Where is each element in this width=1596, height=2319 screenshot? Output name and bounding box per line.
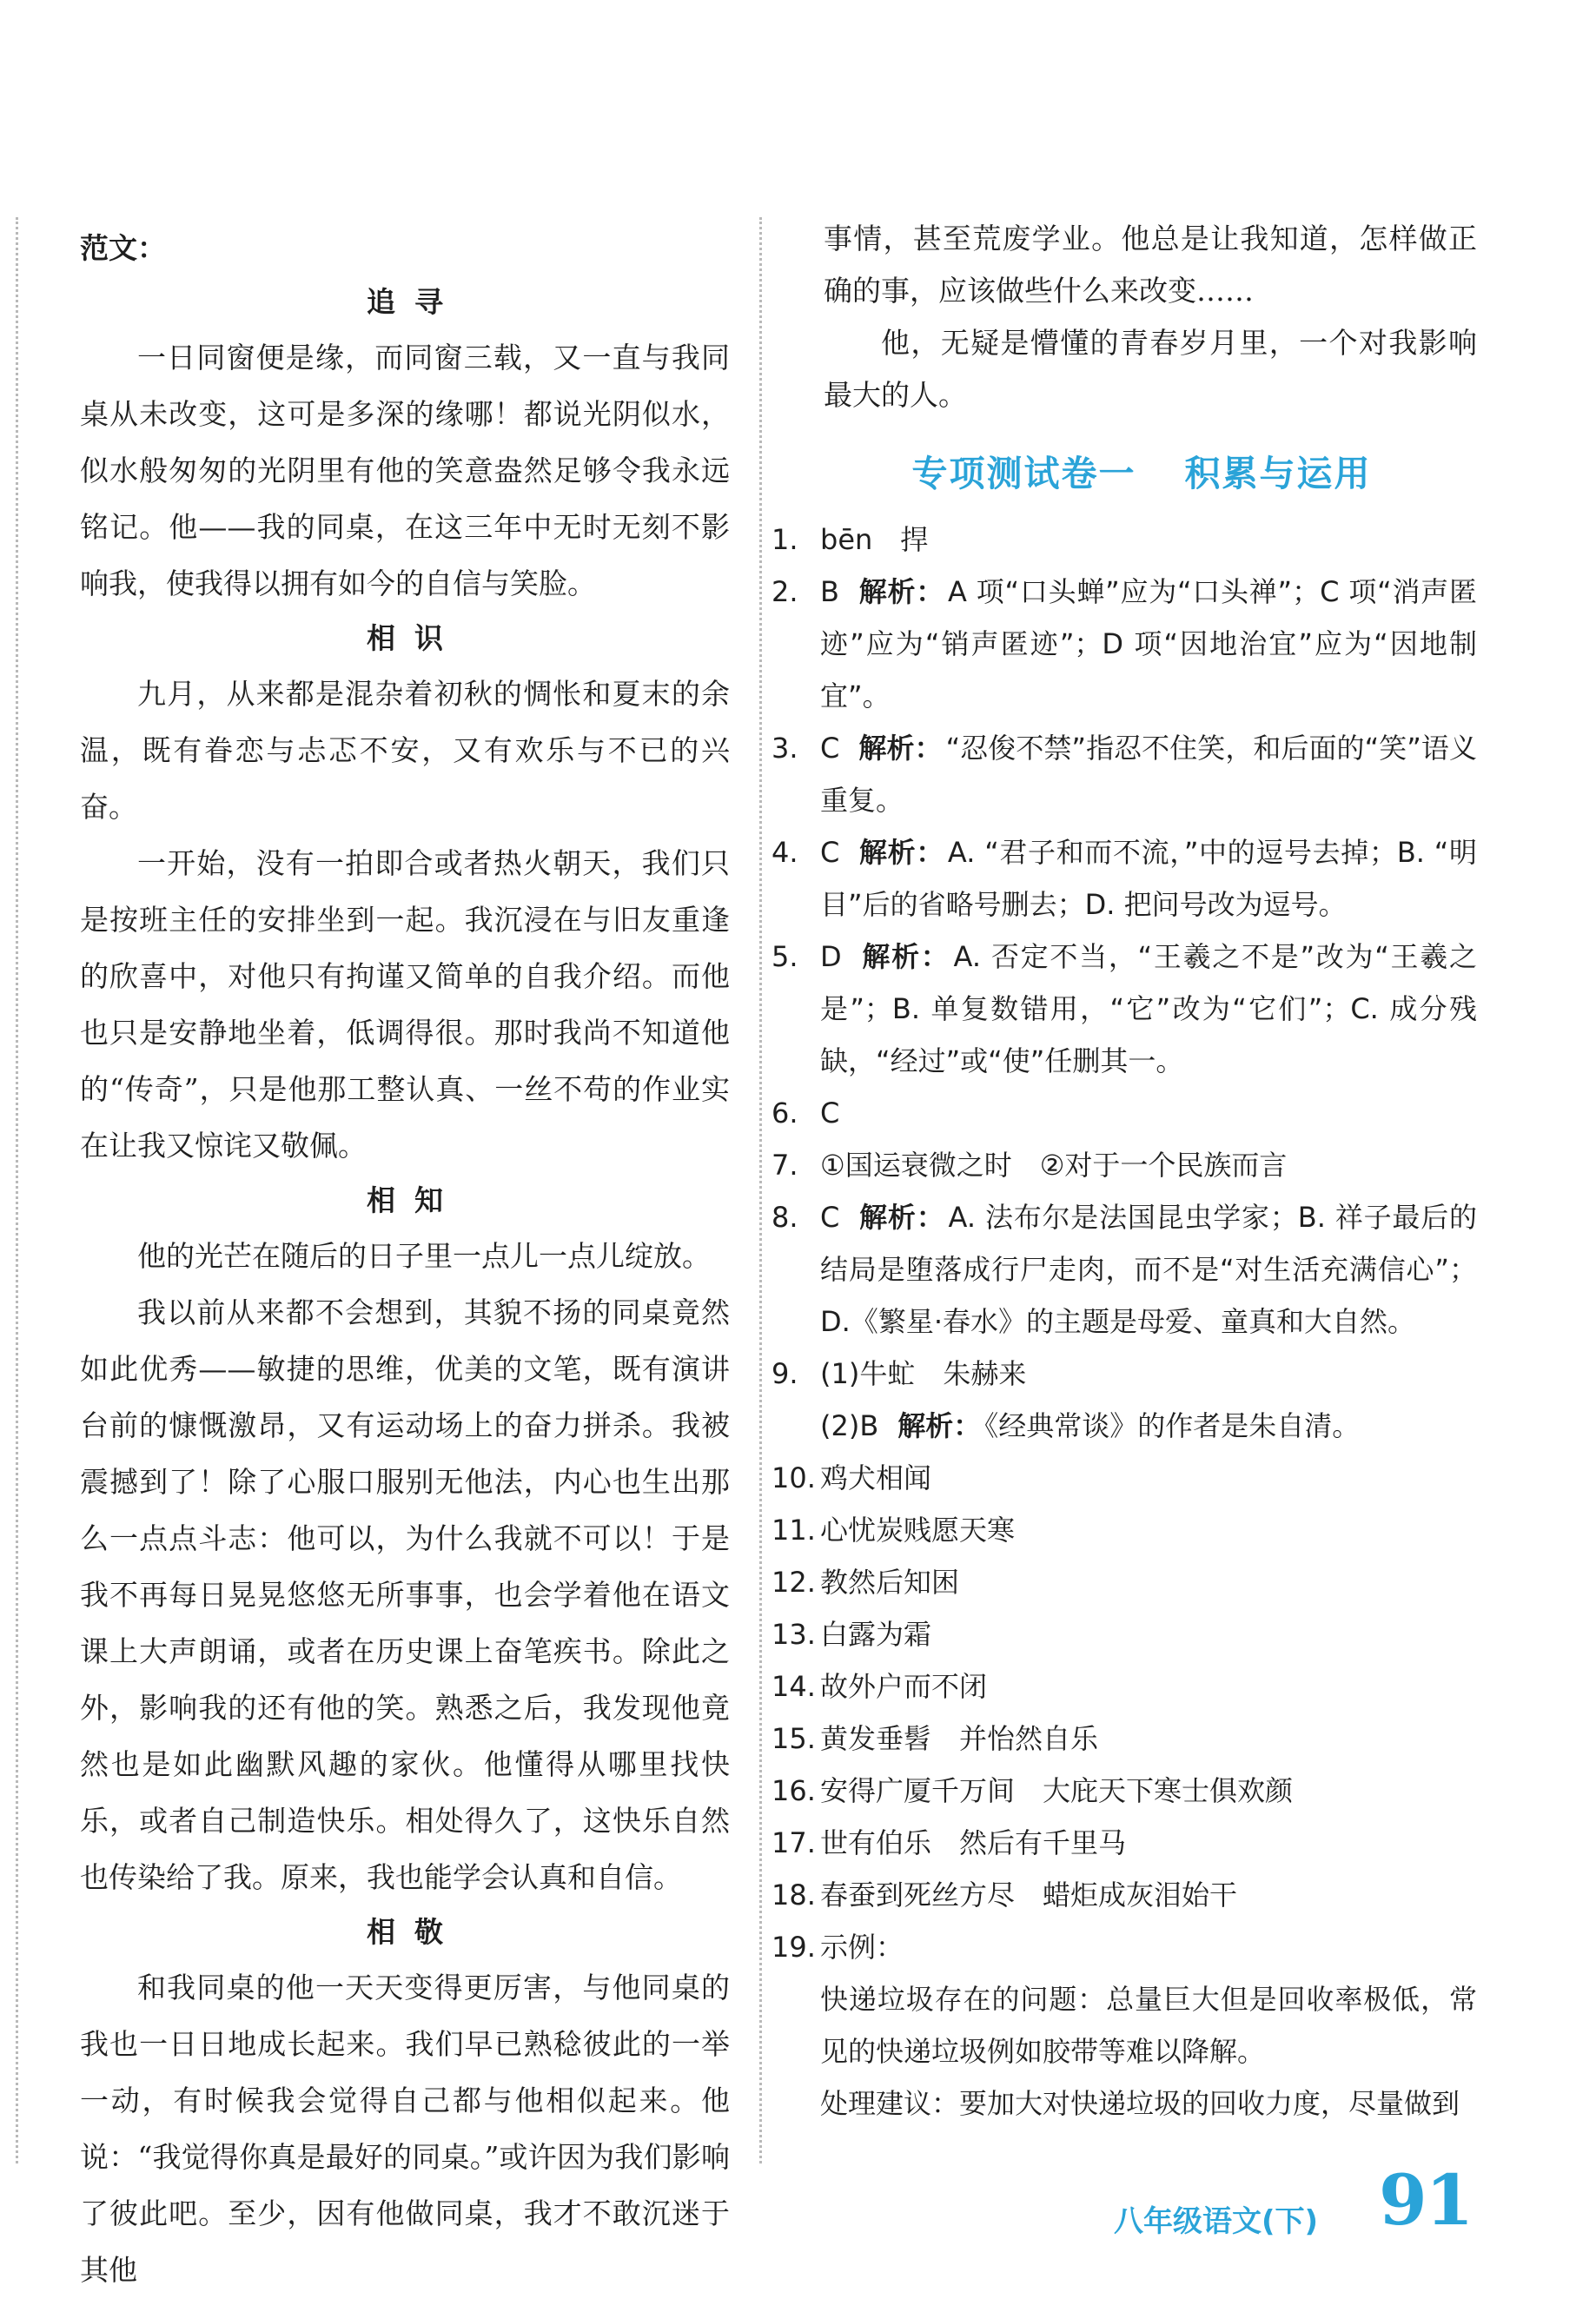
essay-continuation-paragraph: 事情，甚至荒废学业。他总是让我知道，怎样做正确的事，应该做些什么来改变……: [824, 222, 1477, 308]
answer-item-16: 16. 安得广厦千万间 大庇天下寒士俱欢颜: [772, 1774, 1294, 1807]
answer-list: [772, 513, 1477, 2130]
answer-item-13: 13. 白露为霜: [772, 1618, 932, 1651]
model-essay-label: 范文：: [80, 231, 166, 265]
answer-item-14: 14. 故外户而不闭: [772, 1670, 988, 1703]
section-heading-xiangzhi: 相知: [367, 1183, 462, 1217]
column-divider-dotted-line: [759, 217, 762, 2163]
answer-item-9: 9. (1)牛虻 朱赫来: [772, 1357, 1027, 1390]
answer-item-5: 5. D 解析： A. 否定不当，“王羲之不是”改为“王羲之是”；B. 单复数错用，“它”改为“它们”；C. 成分残缺，“经过”或“使”任删其一。: [772, 940, 1477, 1077]
answer-item-19: 19. 示例：: [772, 1931, 904, 1964]
answer-item-7: 7. ①国运衰微之时 ②对于一个民族而言: [772, 1149, 1288, 1182]
answer-item-11: 11. 心忧炭贱愿天寒: [772, 1514, 1016, 1547]
essay-paragraph: 九月，从来都是混杂着初秋的惆怅和夏末的余温，既有眷恋与忐忑不安，又有欢乐与不已的兴奋。: [80, 677, 730, 824]
answer-item-2: 2. B 解析： A 项“口头蝉”应为“口头禅”；C 项“消声匿迹”应为“销声匿迹”；D 项“因地治宜”应为“因地制宜”。: [772, 575, 1477, 712]
answer-item-3: 3. C 解析： “忍俊不禁”指忍不住笑，和后面的“笑”语义重复。: [772, 732, 1477, 817]
essay-intro-paragraph: 一日同窗便是缘，而同窗三载，又一直与我同桌从未改变，这可是多深的缘哪！都说光阴似水，似水般匆匆的光阴里有他的笑意盎然足够令我永远铭记。他——我的同桌，在这三年中无时无刻不影响我，使我得以拥有如今的自信与笑脸。: [80, 341, 730, 600]
answer-item-18: 18. 春蚕到死丝方尽 蜡炬成灰泪始干: [772, 1878, 1238, 1912]
essay-paragraph: 一开始，没有一拍即合或者热火朝天，我们只是按班主任的安排坐到一起。我沉浸在与旧友重逢的欣喜中，对他只有拘谨又简单的自我介绍。而他也只是安静地坐着，低调得很。那时我尚不知道他的“传奇”，只是他那工整认真、一丝不苟的作业实在让我又惊诧又敬佩。: [80, 846, 730, 1163]
answer-item-19-suggestion: 处理建议：要加大对快递垃圾的回收力度，尽量做到: [820, 2087, 1460, 2120]
grade-subject-label: 八年级语文(下): [1114, 2204, 1319, 2239]
answer-item-9-sub2: (2)B 解析： 《经典常谈》的作者是朱自清。: [820, 1409, 1361, 1442]
section-title-part1: 专项测试卷一: [911, 453, 1136, 494]
answer-item-10: 10. 鸡犬相闻: [772, 1461, 932, 1494]
section-title: [772, 434, 1477, 513]
answers-column: [772, 213, 1477, 2130]
essay-column: [80, 222, 730, 2298]
answer-item-6: 6. C: [772, 1097, 840, 1130]
answer-item-4: 4. C 解析： A. “君子和而不流，”中的逗号去掉；B. “明目”后的省略号删去；D. 把问号改为逗号。: [772, 836, 1477, 921]
essay-paragraph: 他的光芒在随后的日子里一点儿一点儿绽放。: [137, 1239, 711, 1273]
essay-paragraph: 我以前从来都不会想到，其貌不扬的同桌竟然如此优秀——敏捷的思维，优美的文笔，既有演讲台前的慷慨激昂，又有运动场上的奋力拼杀。我被震撼到了！除了心服口服别无他法，内心也生出那么一点点斗志：他可以，为什么我就不可以！于是我不再每日晃晃悠悠无所事事，也会学着他在语文课上大声朗诵，或者在历史课上奋笔疾书。除此之外，影响我的还有他的笑。熟悉之后，我发现他竟然也是如此幽默风趣的家伙。他懂得从哪里找快乐，或者自己制造快乐。相处得久了，这快乐自然也传染给了我。原来，我也能学会认真和自信。: [80, 1295, 730, 1894]
answer-item-12: 12. 教然后知困: [772, 1566, 960, 1599]
section-heading-xiangjing: 相敬: [367, 1915, 462, 1949]
answer-item-8: 8. C 解析： A. 法布尔是法国昆虫学家；B. 祥子最后的结局是堕落成行尸走肉，而不是“对生活充满信心”；D.《繁星·春水》的主题是母爱、童真和大自然。: [772, 1201, 1477, 1338]
essay-paragraph: 和我同桌的他一天天变得更厉害，与他同桌的我也一日日地成长起来。我们早已熟稔彼此的一举一动，有时候我会觉得自己都与他相似起来。他说：“我觉得你真是最好的同桌。”或许因为我们影响了彼此吧。至少，因有他做同桌，我才不敢沉迷于其他: [80, 1971, 730, 2287]
section-heading-xiangshi: 相识: [367, 621, 462, 655]
answer-item-19-problem: 快递垃圾存在的问题：总量巨大但是回收率极低，常见的快递垃圾例如胶带等难以降解。: [820, 1983, 1477, 2068]
essay-title: 追寻: [367, 285, 462, 319]
page-footer: [1114, 2159, 1479, 2255]
answer-item-17: 17. 世有伯乐 然后有千里马: [772, 1826, 1127, 1859]
answer-item-15: 15. 黄发垂髫 并怡然自乐: [772, 1722, 1099, 1755]
essay-closing-paragraph: 他，无疑是懵懂的青春岁月里，一个对我影响最大的人。: [824, 326, 1477, 412]
section-title-part2: 积累与运用: [1184, 453, 1372, 494]
page-number: 91: [1379, 2159, 1473, 2241]
answer-item-1: 1. bēn 捍: [772, 523, 929, 556]
left-margin-dotted-line: [16, 217, 18, 2163]
